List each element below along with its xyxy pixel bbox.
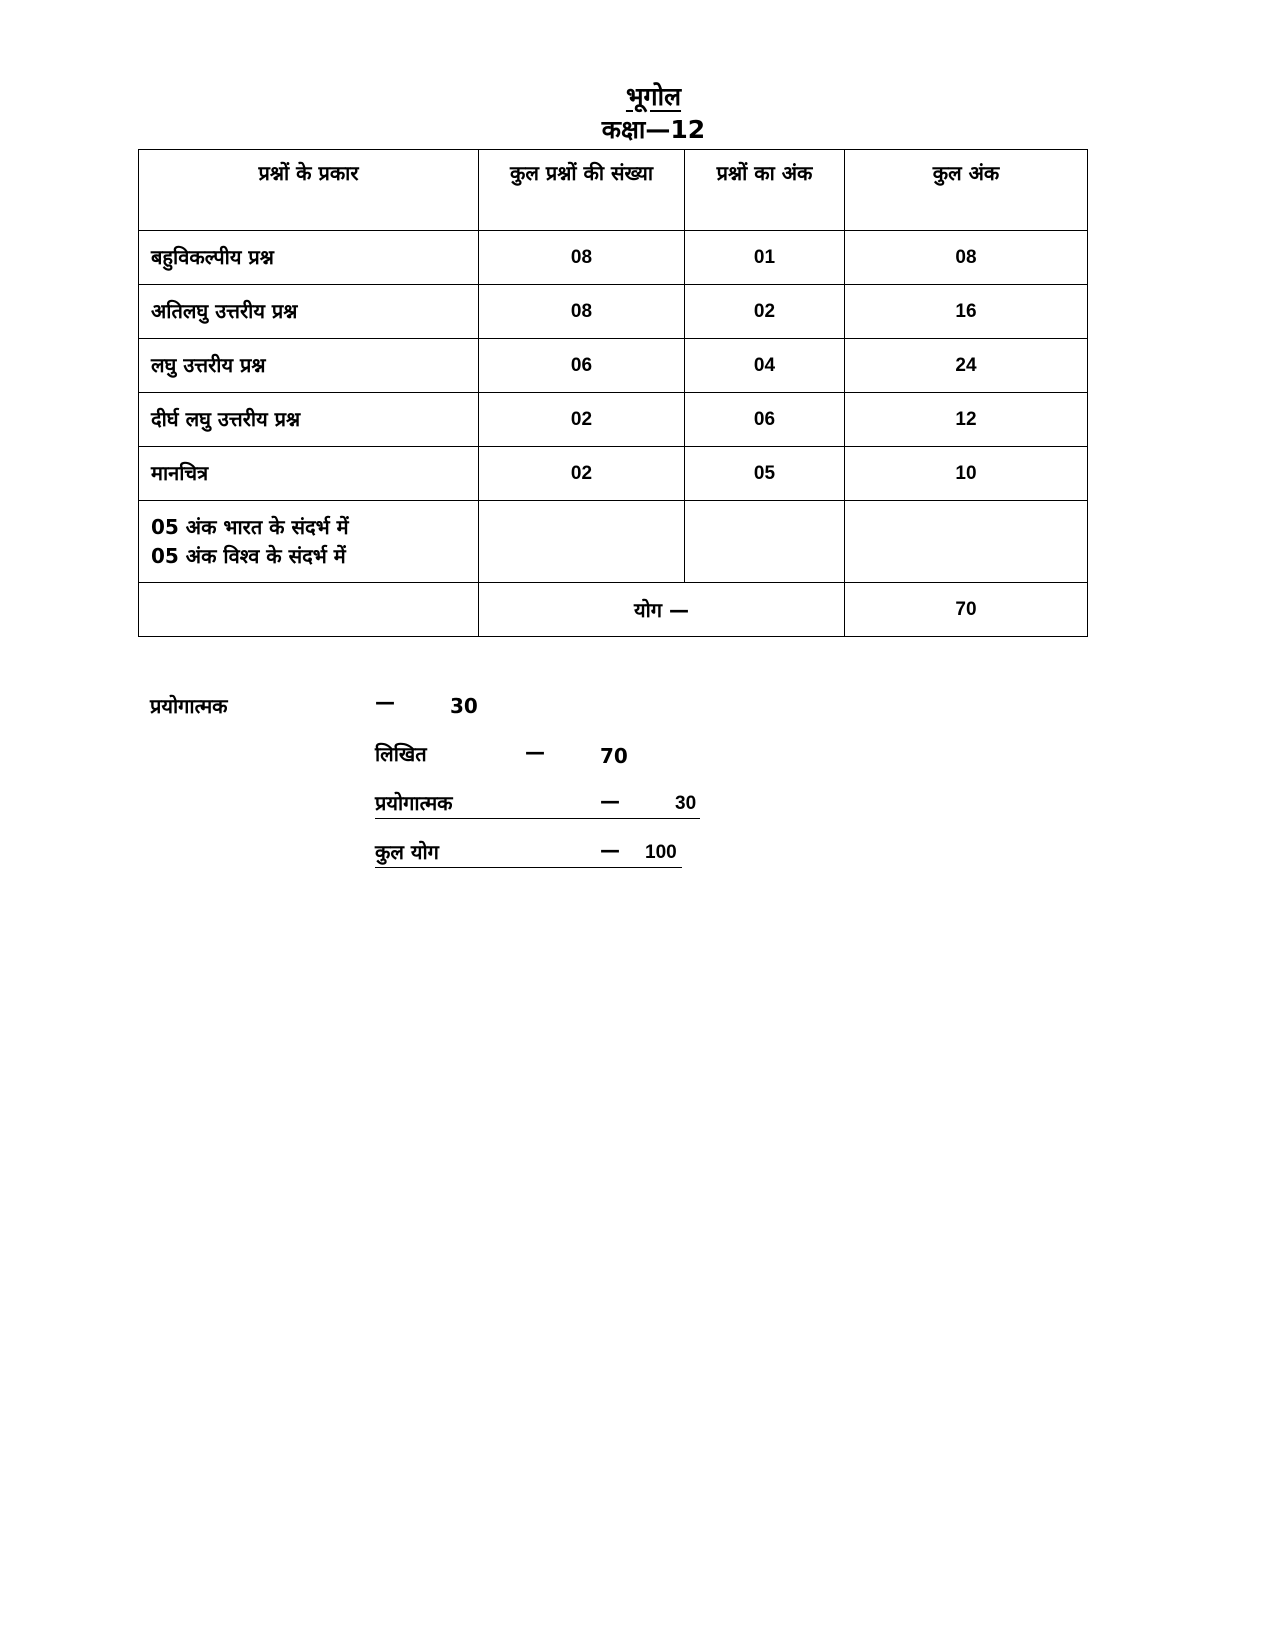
cell-count: 06: [479, 339, 685, 393]
header-marks-each: प्रश्नों का अंक: [685, 150, 845, 231]
header-question-type: प्रश्नों के प्रकार: [139, 150, 479, 231]
table-row: [139, 285, 1088, 339]
cell-total: 24: [845, 339, 1088, 393]
summary-practical-top-label: प्रयोगात्मक: [150, 694, 228, 718]
summary-practical-top-dash: —: [375, 690, 395, 714]
cell-question-type: लघु उत्तरीय प्रश्न: [139, 339, 479, 393]
cell-count: 08: [479, 285, 685, 339]
cell-question-type: अतिलघु उत्तरीय प्रश्न: [139, 285, 479, 339]
page-title: [16, 82, 1275, 112]
header-total-marks: कुल अंक: [845, 150, 1088, 231]
class-label: कक्षा—12: [601, 115, 706, 144]
cell-total-label: [479, 583, 845, 637]
cell-marks-each: 02: [685, 285, 845, 339]
cell-marks-each: 06: [685, 393, 845, 447]
cell-empty: [139, 583, 479, 637]
map-note-world: 05 अंक विश्व के संदर्भ में: [151, 543, 346, 568]
summary-grand-total-dash: —: [600, 838, 620, 862]
summary-practical-row: [375, 789, 700, 819]
summary-written-label: लिखित: [375, 742, 427, 766]
table-row: [139, 231, 1088, 285]
cell-total: 08: [845, 231, 1088, 285]
total-label: योग —: [633, 598, 689, 622]
table-header-row: [139, 150, 1088, 231]
summary-written-value: 70: [600, 744, 628, 768]
cell-marks-each: 04: [685, 339, 845, 393]
cell-question-type: मानचित्र: [139, 447, 479, 501]
summary-grand-total-label: कुल योग: [375, 840, 439, 864]
summary-grand-total-value: 100: [645, 842, 677, 863]
table-total-row: [139, 583, 1088, 637]
summary-written-dash: —: [525, 740, 545, 764]
table-row: [139, 447, 1088, 501]
cell-marks-each: 05: [685, 447, 845, 501]
header-question-count: कुल प्रश्नों की संख्या: [479, 150, 685, 231]
cell-empty: [685, 501, 845, 583]
summary-practical-label: प्रयोगात्मक: [375, 791, 453, 815]
cell-count: 02: [479, 447, 685, 501]
cell-total: 16: [845, 285, 1088, 339]
table-row: [139, 339, 1088, 393]
table-row: [139, 393, 1088, 447]
summary-practical-top-value: 30: [450, 694, 478, 718]
cell-total-value: 70: [845, 583, 1088, 637]
cell-total: 12: [845, 393, 1088, 447]
marks-distribution-table: [138, 149, 1088, 637]
cell-question-type: बहुविकल्पीय प्रश्न: [139, 231, 479, 285]
cell-count: 02: [479, 393, 685, 447]
summary-practical-value: 30: [675, 793, 697, 814]
subject-title: भूगोल: [625, 82, 682, 111]
cell-question-type: दीर्घ लघु उत्तरीय प्रश्न: [139, 393, 479, 447]
cell-marks-each: 01: [685, 231, 845, 285]
table-row-map-note: [139, 501, 1088, 583]
cell-count: 08: [479, 231, 685, 285]
map-note-india: 05 अंक भारत के संदर्भ में: [151, 514, 349, 539]
summary-practical-dash: —: [600, 789, 620, 813]
cell-total: 10: [845, 447, 1088, 501]
summary-grand-total-row: [375, 838, 682, 868]
cell-empty: [479, 501, 685, 583]
cell-map-note: [139, 501, 479, 583]
cell-empty: [845, 501, 1088, 583]
